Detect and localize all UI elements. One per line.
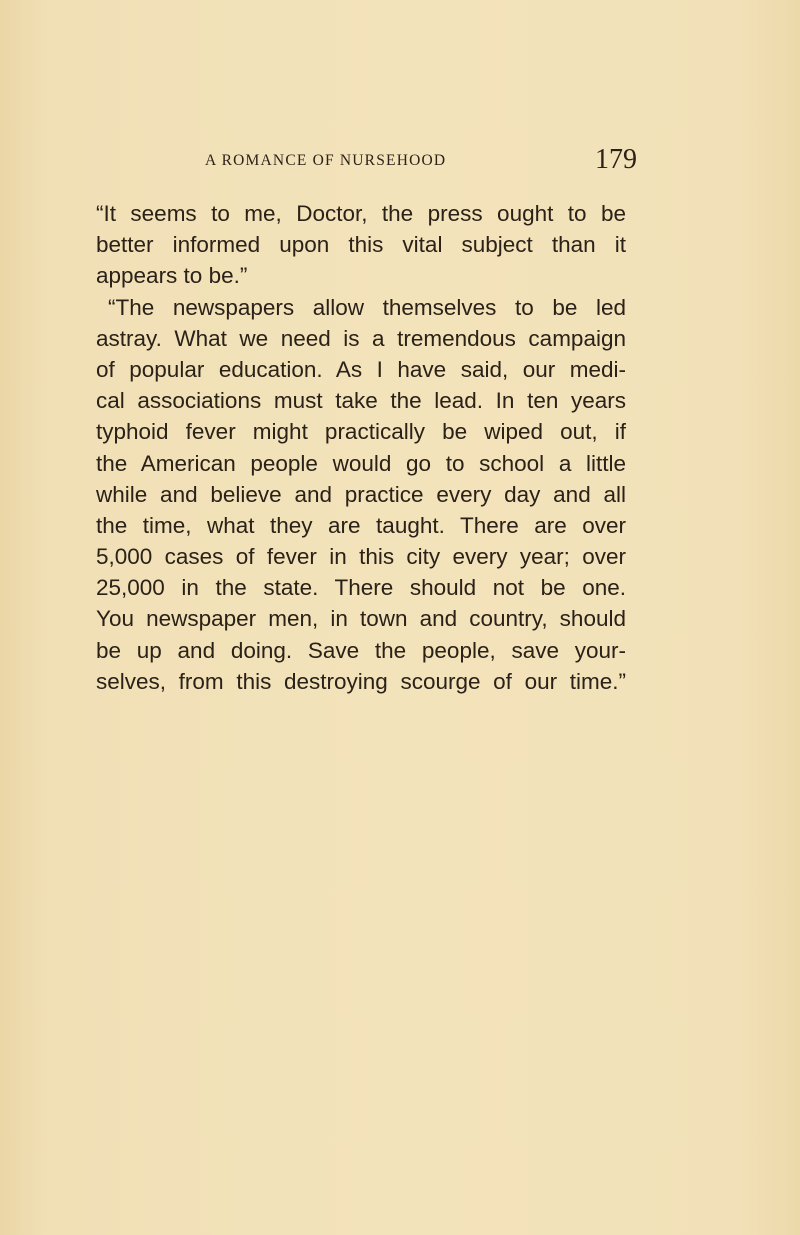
text-line: appears to be.” bbox=[96, 263, 248, 289]
text-line: selves, from this destroying scourge of our time.” bbox=[96, 668, 626, 694]
running-head: A ROMANCE OF NURSEHOOD bbox=[205, 152, 447, 169]
text-line: of popular education. As I have said, our medi- bbox=[96, 356, 626, 382]
text-line: the time, what they are taught. There are over bbox=[96, 512, 626, 538]
text-line: You newspaper men, in town and country, should bbox=[96, 606, 626, 632]
text-line: “The newspapers allow themselves to be led bbox=[108, 294, 626, 320]
text-line: better informed upon this vital subject than it bbox=[96, 232, 626, 258]
text-line: cal associations must take the lead. In ten years bbox=[96, 388, 626, 414]
text-line: typhoid fever might practically be wiped out, if bbox=[96, 419, 626, 445]
text-line: astray. What we need is a tremendous campaign bbox=[96, 325, 626, 351]
body-text bbox=[96, 198, 626, 697]
text-line: 5,000 cases of fever in this city every year; over bbox=[96, 544, 626, 570]
page-number: 179 bbox=[595, 144, 637, 175]
page-header bbox=[205, 144, 645, 180]
text-line: “It seems to me, Doctor, the press ought to be bbox=[96, 201, 626, 226]
text-line: the American people would go to school a little bbox=[96, 450, 626, 476]
text-line: while and believe and practice every day and all bbox=[96, 481, 626, 507]
text-line: 25,000 in the state. There should not be one. bbox=[96, 575, 626, 601]
text-line: be up and doing. Save the people, save your- bbox=[96, 637, 626, 663]
